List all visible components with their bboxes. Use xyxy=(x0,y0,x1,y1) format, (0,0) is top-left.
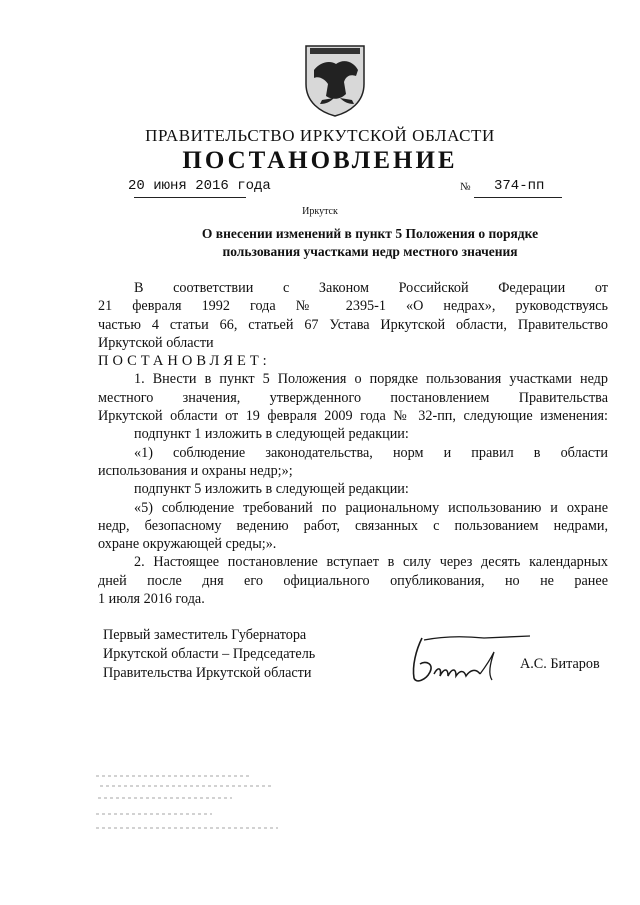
text-line: В соответствии с Законом Российской Федерации от xyxy=(134,280,608,296)
text-line: дней после дня его официального опубликования, но не ранее xyxy=(98,572,608,589)
text-line: Иркутской области от 19 февраля 2009 года № 32-пп, следующие изменения: xyxy=(98,408,608,425)
text-line: местного значения, утвержденного постановлением Правительства xyxy=(98,389,608,406)
document-body xyxy=(98,279,608,608)
document-type: ПОСТАНОВЛЕНИЕ xyxy=(182,147,458,174)
number-label: № xyxy=(460,181,471,193)
text-line: использования и охраны недр;»; xyxy=(98,462,293,479)
government-name: ПРАВИТЕЛЬСТВО ИРКУТСКОЙ ОБЛАСТИ xyxy=(145,126,495,145)
text-line: Иркутской области xyxy=(98,334,214,351)
city-name: Иркутск xyxy=(302,206,338,217)
title-line: О внесении изменений в пункт 5 Положения о порядке xyxy=(201,226,539,241)
faded-stamp-icon xyxy=(92,770,292,840)
text-line: 1 июля 2016 года. xyxy=(98,591,205,608)
text-line: 1. Внести в пункт 5 Положения о порядке пользования участками недр xyxy=(134,371,608,388)
signatory-name: А.С. Битаров xyxy=(520,656,600,672)
role-line: Иркутской области – Председатель xyxy=(103,646,316,662)
ruling-word: ПОСТАНОВЛЯЕТ: xyxy=(98,353,271,370)
handwritten-signature-icon xyxy=(404,630,534,686)
text-line: недр, безопасному ведению работ, связанных с пользованием недрами, xyxy=(98,517,608,534)
text-line: частью 4 статьи 66, статьей 67 Устава Иркутской области, Правительство xyxy=(98,316,608,333)
title-line: пользования участками недр местного значения xyxy=(222,244,518,259)
text-line: подпункт 1 изложить в следующей редакции: xyxy=(134,426,409,443)
coat-of-arms-icon xyxy=(300,40,370,118)
text-line: подпункт 5 изложить в следующей редакции: xyxy=(134,481,409,498)
date-underline xyxy=(134,197,246,198)
text-line: 21 февраля 1992 года № 2395-1 «О недрах», руководствуясь xyxy=(98,298,608,315)
role-line: Первый заместитель Губернатора xyxy=(103,627,307,643)
role-line: Правительства Иркутской области xyxy=(103,665,312,681)
signatory-role xyxy=(103,626,315,683)
text-line: 2. Настоящее постановление вступает в силу через десять календарных xyxy=(134,554,608,571)
document-title xyxy=(160,225,580,261)
text-line: «5) соблюдение требований по рациональному использованию и охране xyxy=(134,499,608,516)
text-line: «1) соблюдение законодательства, норм и правил в области xyxy=(134,444,608,461)
document-date: 20 июня 2016 года xyxy=(128,178,271,194)
text-line: охране окружающей среды;». xyxy=(98,536,277,553)
number-underline xyxy=(474,197,562,198)
document-number: 374-пп xyxy=(494,178,545,194)
